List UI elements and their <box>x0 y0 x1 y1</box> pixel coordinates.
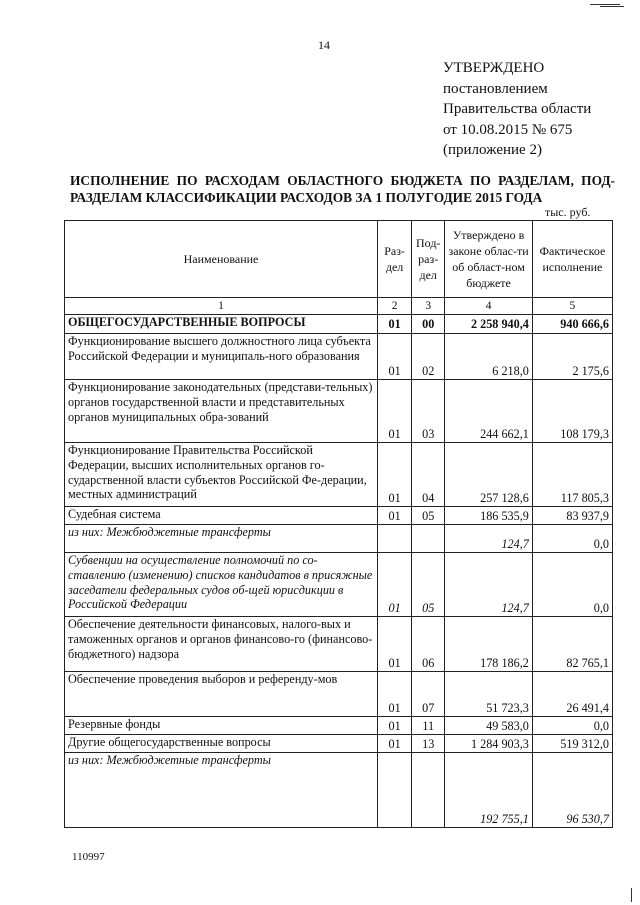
budget-table <box>64 220 613 828</box>
col-number: 2 <box>377 298 411 315</box>
row-plan: 2 258 940,4 <box>445 315 533 334</box>
row-fact: 0,0 <box>532 717 612 735</box>
col-number: 3 <box>412 298 445 315</box>
row-podrazdel: 11 <box>412 717 445 735</box>
table-row <box>65 735 613 753</box>
table-row <box>65 334 613 380</box>
row-plan: 244 662,1 <box>445 380 533 443</box>
row-plan: 186 535,9 <box>445 507 533 525</box>
row-fact: 26 491,4 <box>532 672 612 717</box>
row-podrazdel: 13 <box>412 735 445 753</box>
row-podrazdel: 06 <box>412 617 445 672</box>
row-razdel: 01 <box>377 380 411 443</box>
row-fact: 0,0 <box>532 553 612 617</box>
table-row <box>65 443 613 507</box>
table-row <box>65 753 613 828</box>
row-plan: 192 755,1 <box>445 753 533 828</box>
row-plan: 257 128,6 <box>445 443 533 507</box>
row-plan: 124,7 <box>445 525 533 553</box>
row-razdel: 01 <box>377 735 411 753</box>
scan-corner-line <box>590 4 620 5</box>
row-fact: 83 937,9 <box>532 507 612 525</box>
row-plan: 51 723,3 <box>445 672 533 717</box>
row-razdel <box>377 525 411 553</box>
row-podrazdel <box>412 753 445 828</box>
row-podrazdel: 07 <box>412 672 445 717</box>
header-name: Наименование <box>65 221 378 298</box>
row-podrazdel: 05 <box>412 553 445 617</box>
row-name: из них: Межбюджетные трансферты <box>65 525 378 553</box>
header-plan: Утверждено в законе облас-ти об област-ном бюджете <box>445 221 533 298</box>
row-plan: 124,7 <box>445 553 533 617</box>
row-podrazdel: 03 <box>412 380 445 443</box>
row-podrazdel: 05 <box>412 507 445 525</box>
header-fact: Фактическое исполнение <box>532 221 612 298</box>
table-row <box>65 553 613 617</box>
row-podrazdel <box>412 525 445 553</box>
row-razdel: 01 <box>377 672 411 717</box>
row-fact: 940 666,6 <box>532 315 612 334</box>
header-podrazdel: Под-раз-дел <box>412 221 445 298</box>
row-razdel: 01 <box>377 507 411 525</box>
row-name: Функционирование высшего должностного лица субъекта Российской Федерации и муниципаль-ного образования <box>65 334 378 380</box>
approval-block <box>443 58 591 161</box>
col-number: 1 <box>65 298 378 315</box>
row-name: ОБЩЕГОСУДАРСТВЕННЫЕ ВОПРОСЫ <box>65 315 378 334</box>
row-fact: 117 805,3 <box>532 443 612 507</box>
table-row <box>65 717 613 735</box>
row-name: из них: Межбюджетные трансферты <box>65 753 378 828</box>
page-number: 14 <box>318 38 330 52</box>
header-razdel: Раз-дел <box>377 221 411 298</box>
row-podrazdel: 02 <box>412 334 445 380</box>
row-razdel: 01 <box>377 315 411 334</box>
row-fact: 96 530,7 <box>532 753 612 828</box>
row-plan: 6 218,0 <box>445 334 533 380</box>
row-fact: 0,0 <box>532 525 612 553</box>
col-number: 4 <box>445 298 533 315</box>
approval-line-5: (приложение 2) <box>443 142 542 158</box>
row-razdel: 01 <box>377 717 411 735</box>
row-fact: 2 175,6 <box>532 334 612 380</box>
row-razdel <box>377 753 411 828</box>
row-plan: 178 186,2 <box>445 617 533 672</box>
table-row <box>65 380 613 443</box>
row-name: Функционирование законодательных (представи-тельных) органов государственной власти и представительных органов муниципальных обра-зований <box>65 380 378 443</box>
row-name: Резервные фонды <box>65 717 378 735</box>
table-row <box>65 507 613 525</box>
approval-line-1: УТВЕРЖДЕНО <box>443 60 545 76</box>
approval-line-2: постановлением <box>443 80 548 97</box>
approval-line-4: от 10.08.2015 № 675 <box>443 121 573 138</box>
row-razdel: 01 <box>377 334 411 380</box>
scan-edge-mark <box>631 888 632 902</box>
row-razdel: 01 <box>377 617 411 672</box>
footer-code: 110997 <box>72 851 105 863</box>
approval-line-3: Правительства области <box>443 101 592 117</box>
row-name: Судебная система <box>65 507 378 525</box>
table-row <box>65 315 613 334</box>
row-fact: 519 312,0 <box>532 735 612 753</box>
units-label: тыс. руб. <box>545 205 591 219</box>
document-title: ИСПОЛНЕНИЕ ПО РАСХОДАМ ОБЛАСТНОГО БЮДЖЕТА ПО РАЗДЕЛАМ, ПОД-РАЗДЕЛАМ КЛАССИФИКАЦИИ РАСХОДОВ ЗА 1 ПОЛУГОДИЕ 2015 ГОДА <box>70 173 615 205</box>
row-podrazdel: 00 <box>412 315 445 334</box>
row-plan: 49 583,0 <box>445 717 533 735</box>
table-row <box>65 525 613 553</box>
row-fact: 82 765,1 <box>532 617 612 672</box>
row-name: Обеспечение проведения выборов и референду-мов <box>65 672 378 717</box>
row-razdel: 01 <box>377 553 411 617</box>
col-number: 5 <box>532 298 612 315</box>
row-name: Другие общегосударственные вопросы <box>65 735 378 753</box>
row-fact: 108 179,3 <box>532 380 612 443</box>
row-plan: 1 284 903,3 <box>445 735 533 753</box>
row-name: Обеспечение деятельности финансовых, налого-вых и таможенных органов и органов финансово-го (финансово-бюджетного) надзора <box>65 617 378 672</box>
row-name: Функционирование Правительства Российской Федерации, высших исполнительных органов го-сударственной власти субъектов Российской Фе-дерации, местных администраций <box>65 443 378 507</box>
row-razdel: 01 <box>377 443 411 507</box>
table-row <box>65 617 613 672</box>
row-podrazdel: 04 <box>412 443 445 507</box>
table-row <box>65 672 613 717</box>
row-name: Субвенции на осуществление полномочий по со-ставлению (изменению) списков кандидатов в присяжные заседатели федеральных судов об-щей юрисдикции в Российской Федерации <box>65 553 378 617</box>
